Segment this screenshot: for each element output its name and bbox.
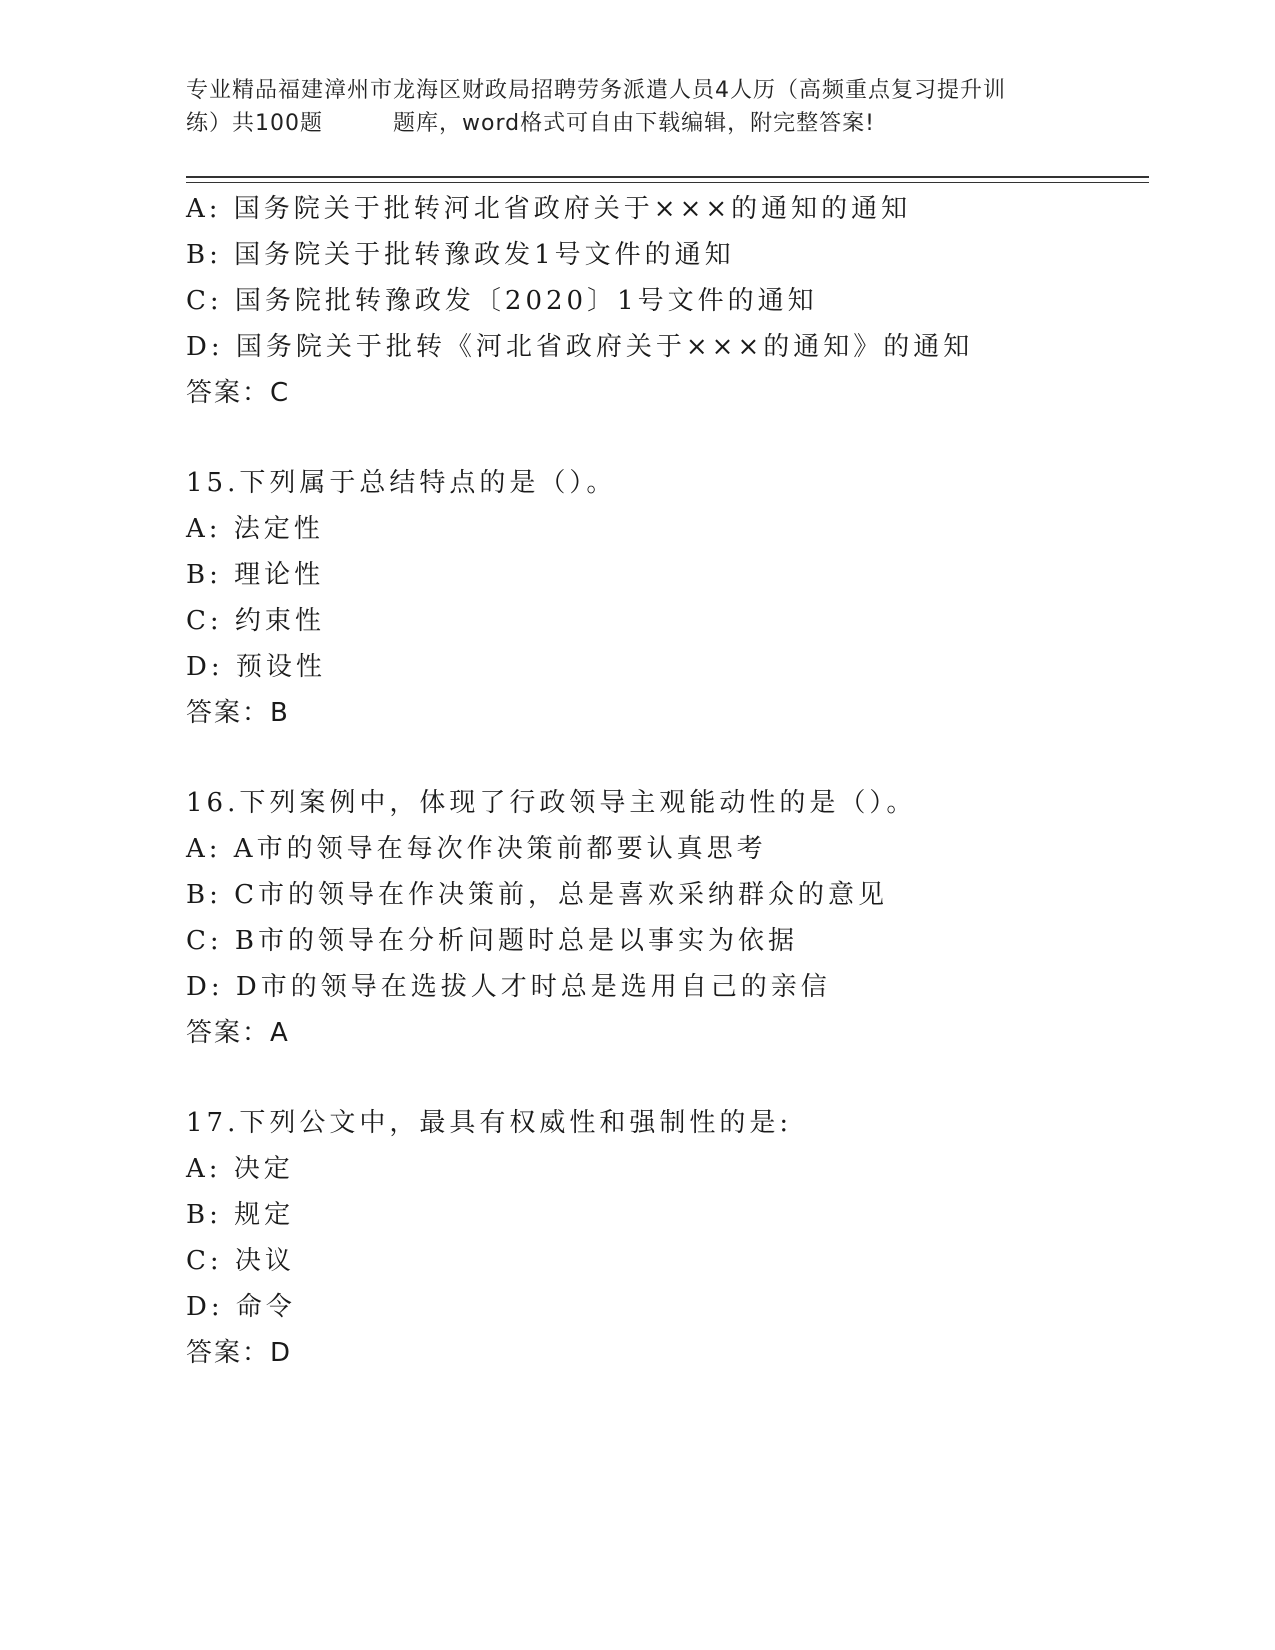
option-c: C: 国务院批转豫政发〔2020〕1号文件的通知	[186, 286, 818, 316]
header-divider-thin	[186, 182, 1149, 183]
question-14	[186, 186, 1146, 416]
answer: 答案：D	[186, 1338, 293, 1368]
question-list	[186, 186, 1146, 1376]
header-line-2	[186, 107, 1086, 140]
document-header	[186, 74, 1086, 140]
option-c: C: 决议	[186, 1246, 295, 1276]
option-c: C: B市的领导在分析问题时总是以事实为依据	[186, 926, 799, 956]
option-b: B: C市的领导在作决策前，总是喜欢采纳群众的意见	[186, 880, 889, 910]
header-line-2-part-2: 题库，word格式可自由下载编辑，附完整答案!	[393, 111, 875, 136]
header-line-1: 专业精品福建漳州市龙海区财政局招聘劳务派遣人员4人历（高频重点复习提升训	[186, 78, 1006, 103]
question-15	[186, 460, 1146, 736]
option-b: B: 理论性	[186, 560, 325, 590]
option-a: A: 国务院关于批转河北省政府关于×××的通知的通知	[186, 194, 912, 224]
option-d: D: 命令	[186, 1292, 296, 1322]
option-a: A: 决定	[186, 1154, 294, 1184]
option-d: D: 预设性	[186, 652, 326, 682]
option-b: B: 规定	[186, 1200, 295, 1230]
header-line-2-part-1: 练）共100题	[186, 111, 323, 136]
option-c: C: 约束性	[186, 606, 325, 636]
answer: 答案：B	[186, 698, 290, 728]
header-divider-thick	[186, 176, 1149, 178]
question-17	[186, 1100, 1146, 1376]
option-a: A: A市的领导在每次作决策前都要认真思考	[186, 834, 767, 864]
question-16	[186, 780, 1146, 1056]
answer: 答案：A	[186, 1018, 290, 1048]
question-text: 17.下列公文中，最具有权威性和强制性的是:	[186, 1108, 793, 1138]
option-d: D: 国务院关于批转《河北省政府关于×××的通知》的通知	[186, 332, 974, 362]
answer: 答案：C	[186, 378, 291, 408]
option-a: A: 法定性	[186, 514, 324, 544]
option-b: B: 国务院关于批转豫政发1号文件的通知	[186, 240, 735, 270]
question-text: 15.下列属于总结特点的是（）。	[186, 468, 617, 498]
option-d: D: D市的领导在选拔人才时总是选用自己的亲信	[186, 972, 831, 1002]
question-text: 16.下列案例中，体现了行政领导主观能动性的是（）。	[186, 788, 917, 818]
